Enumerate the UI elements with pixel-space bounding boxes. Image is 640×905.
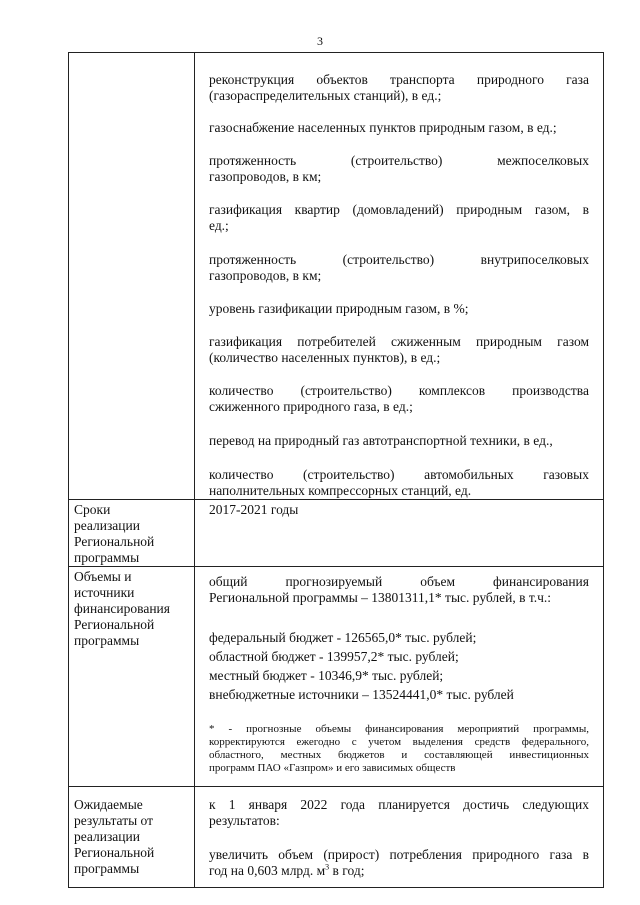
program-passport-table bbox=[68, 52, 604, 888]
terms-label-cell: Сроки реализации Региональной программы bbox=[69, 500, 195, 567]
indicator-item: газификация потребителей сжиженным природным газом (количество населенных пунктов), в ед.; bbox=[209, 334, 589, 365]
indicator-item: количество (строительство) автомобильных газовых наполнительных компрессорных станций, ед. bbox=[209, 467, 589, 498]
table-row-results bbox=[69, 787, 604, 888]
financing-sources bbox=[209, 630, 589, 703]
terms-value-cell bbox=[195, 500, 604, 567]
terms-value: 2017-2021 годы bbox=[209, 502, 299, 517]
financing-source-federal: федеральный бюджет - 126565,0* тыс. рублей; bbox=[209, 630, 477, 645]
indicator-item: протяженность (строительство) межпоселковых газопроводов, в км; bbox=[209, 153, 589, 184]
indicator-item: перевод на природный газ автотранспортной техники, в ед., bbox=[209, 433, 553, 448]
financing-footnote: * - прогнозные объемы финансирования мероприятий программы, корректируются ежегодно с учетом выделения средств федерального, областного, местных бюджетов и составляющей инвестиционных программ ПАО «Газпром» и его зависимых обществ bbox=[209, 723, 589, 774]
indicator-item: газоснабжение населенных пунктов природным газом, в ед.; bbox=[209, 120, 557, 135]
table-row-indicators bbox=[69, 53, 604, 500]
results-intro: к 1 января 2022 года планируется достичь следующих результатов: bbox=[209, 797, 589, 828]
indicator-item: реконструкция объектов транспорта природного газа (газораспределительных станций), в ед.; bbox=[209, 72, 589, 103]
financing-value-cell bbox=[195, 567, 604, 787]
financing-source-extrabudget: внебюджетные источники – 13524441,0* тыс. рублей bbox=[209, 687, 514, 702]
financing-total: общий прогнозируемый объем финансирования Региональной программы – 13801311,1* тыс. рублей, в т.ч.: bbox=[209, 574, 589, 605]
results-item: увеличить объем (прирост) потребления природного газа в год на 0,603 млрд. $м^3$ в год; bbox=[209, 847, 589, 878]
results-value-cell bbox=[195, 787, 604, 888]
page-number: 3 bbox=[317, 34, 323, 48]
indicators-label-cell bbox=[69, 53, 195, 500]
indicator-item: газификация квартир (домовладений) природным газом, в ед.; bbox=[209, 202, 589, 233]
indicator-item: протяженность (строительство) внутрипоселковых газопроводов, в км; bbox=[209, 252, 589, 283]
financing-source-local: местный бюджет - 10346,9* тыс. рублей; bbox=[209, 668, 444, 683]
table-row-financing bbox=[69, 567, 604, 787]
financing-source-regional: областной бюджет - 139957,2* тыс. рублей; bbox=[209, 649, 459, 664]
indicators-value-cell bbox=[195, 53, 604, 500]
indicator-item: уровень газификации природным газом, в %; bbox=[209, 301, 469, 316]
table-row-terms bbox=[69, 500, 604, 567]
indicator-item: количество (строительство) комплексов производства сжиженного природного газа, в ед.; bbox=[209, 383, 589, 414]
financing-label-cell: Объемы и источники финансирования Региональной программы bbox=[69, 567, 195, 787]
results-label-cell: Ожидаемые результаты от реализации Региональной программы bbox=[69, 787, 195, 888]
